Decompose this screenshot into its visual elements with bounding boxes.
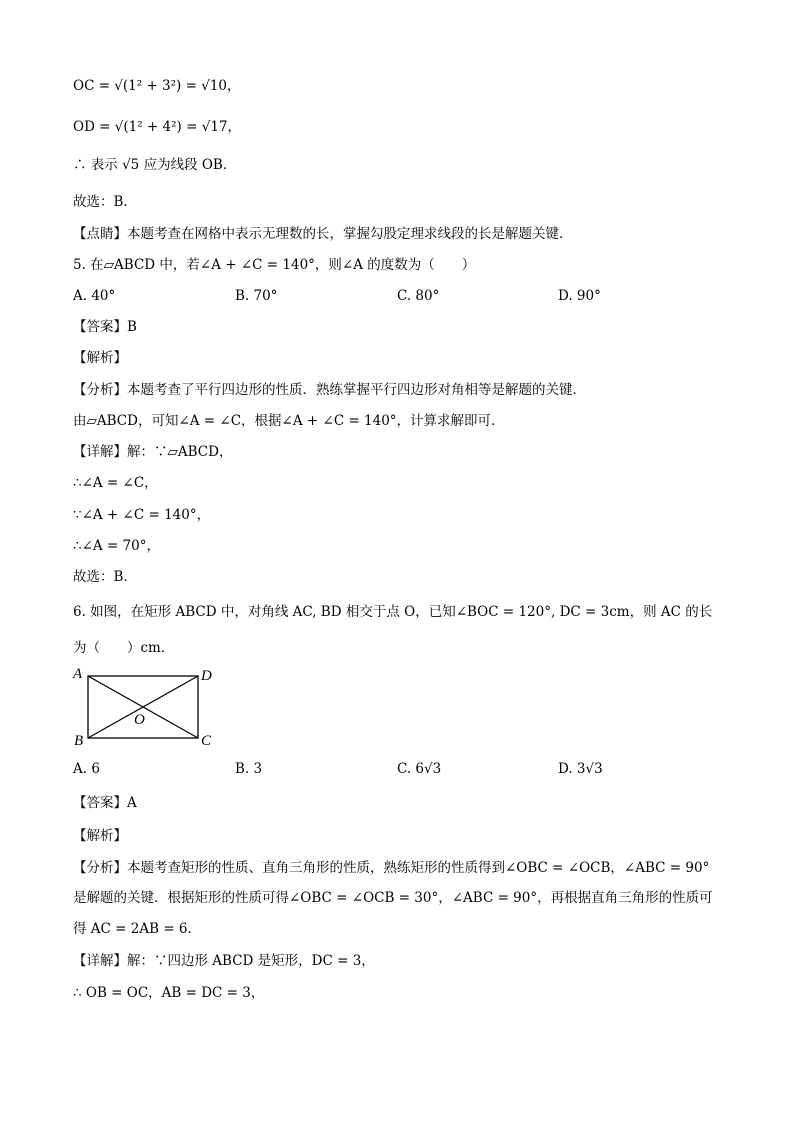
question-5: 5. 在▱ABCD 中，若∠A + ∠C = 140°，则∠A 的度数为（ ）: [73, 257, 476, 273]
line-choice: 故选：B．: [73, 194, 137, 210]
q5-option-b: B. 70°: [235, 288, 278, 304]
q5-analysis: 【分析】本题考查了平行四边形的性质．熟练掌握平行四边形对角相等是解题的关键．: [73, 382, 586, 398]
q6-option-c: C. 6√3: [397, 761, 442, 777]
question-6: 6. 如图，在矩形 ABCD 中，对角线 AC, BD 相交于点 O，已知∠BOC = 120°, DC = 3cm，则 AC 的长: [73, 604, 713, 620]
label-d: D: [201, 668, 212, 684]
q5-detail-4: ∴∠A = 70°，: [73, 538, 160, 554]
line-remark: 【点睛】本题考查在网格中表示无理数的长，掌握勾股定理求线段的长是解题关键．: [73, 226, 573, 242]
q5-detail-3: ∵∠A + ∠C = 140°，: [73, 507, 211, 523]
rectangle-diagram: [70, 662, 220, 750]
rectangle-figure: [70, 662, 220, 750]
q5-option-d: D. 90°: [558, 288, 601, 304]
q5-analysis-line2: 由▱ABCD，可知∠A = ∠C，根据∠A + ∠C = 140°，计算求解即可．: [73, 413, 505, 429]
q6-analysis-3: 得 AC = 2AB = 6．: [73, 921, 202, 937]
q6-option-d: D. 3√3: [558, 761, 603, 777]
q5-detail-2: ∴∠A = ∠C，: [73, 475, 158, 491]
q6-analysis-1: 【分析】本题考查矩形的性质、直角三角形的性质，熟练矩形的性质得到∠OBC = ∠OCB，∠ABC = 90°: [73, 860, 710, 876]
label-o: O: [134, 712, 145, 728]
label-b: B: [74, 733, 84, 749]
q6-answer: 【答案】A: [73, 795, 137, 811]
q5-detail-5: 故选：B．: [73, 569, 137, 585]
q6-option-a: A. 6: [73, 761, 100, 777]
line-oc-length: OC = √(1² + 3²) = √10，: [73, 78, 241, 94]
q6-option-b: B. 3: [235, 761, 263, 777]
q6-analysis-2: 是解题的关键．根据矩形的性质可得∠OBC = ∠OCB = 30°，∠ABC = 90°，再根据直角三角形的性质可: [73, 890, 713, 906]
line-conclusion: ∴ 表示 √5 应为线段 OB．: [73, 157, 237, 173]
q6-detail-2: ∴ OB = OC，AB = DC = 3，: [73, 985, 265, 1001]
q5-option-c: C. 80°: [397, 288, 440, 304]
label-c: C: [201, 733, 212, 749]
label-a: A: [73, 666, 83, 682]
line-od-length: OD = √(1² + 4²) = √17，: [73, 119, 241, 135]
q5-option-a: A. 40°: [73, 288, 116, 304]
q5-answer: 【答案】B: [73, 319, 137, 335]
q6-analysis-header: 【解析】: [73, 828, 127, 844]
q5-detail-1: 【详解】解：∵▱ABCD，: [73, 444, 233, 460]
q5-analysis-header: 【解析】: [73, 350, 127, 366]
q6-detail-1: 【详解】解：∵四边形 ABCD 是矩形，DC = 3，: [73, 953, 375, 969]
question-6-line2: 为（ ）cm．: [73, 640, 175, 656]
